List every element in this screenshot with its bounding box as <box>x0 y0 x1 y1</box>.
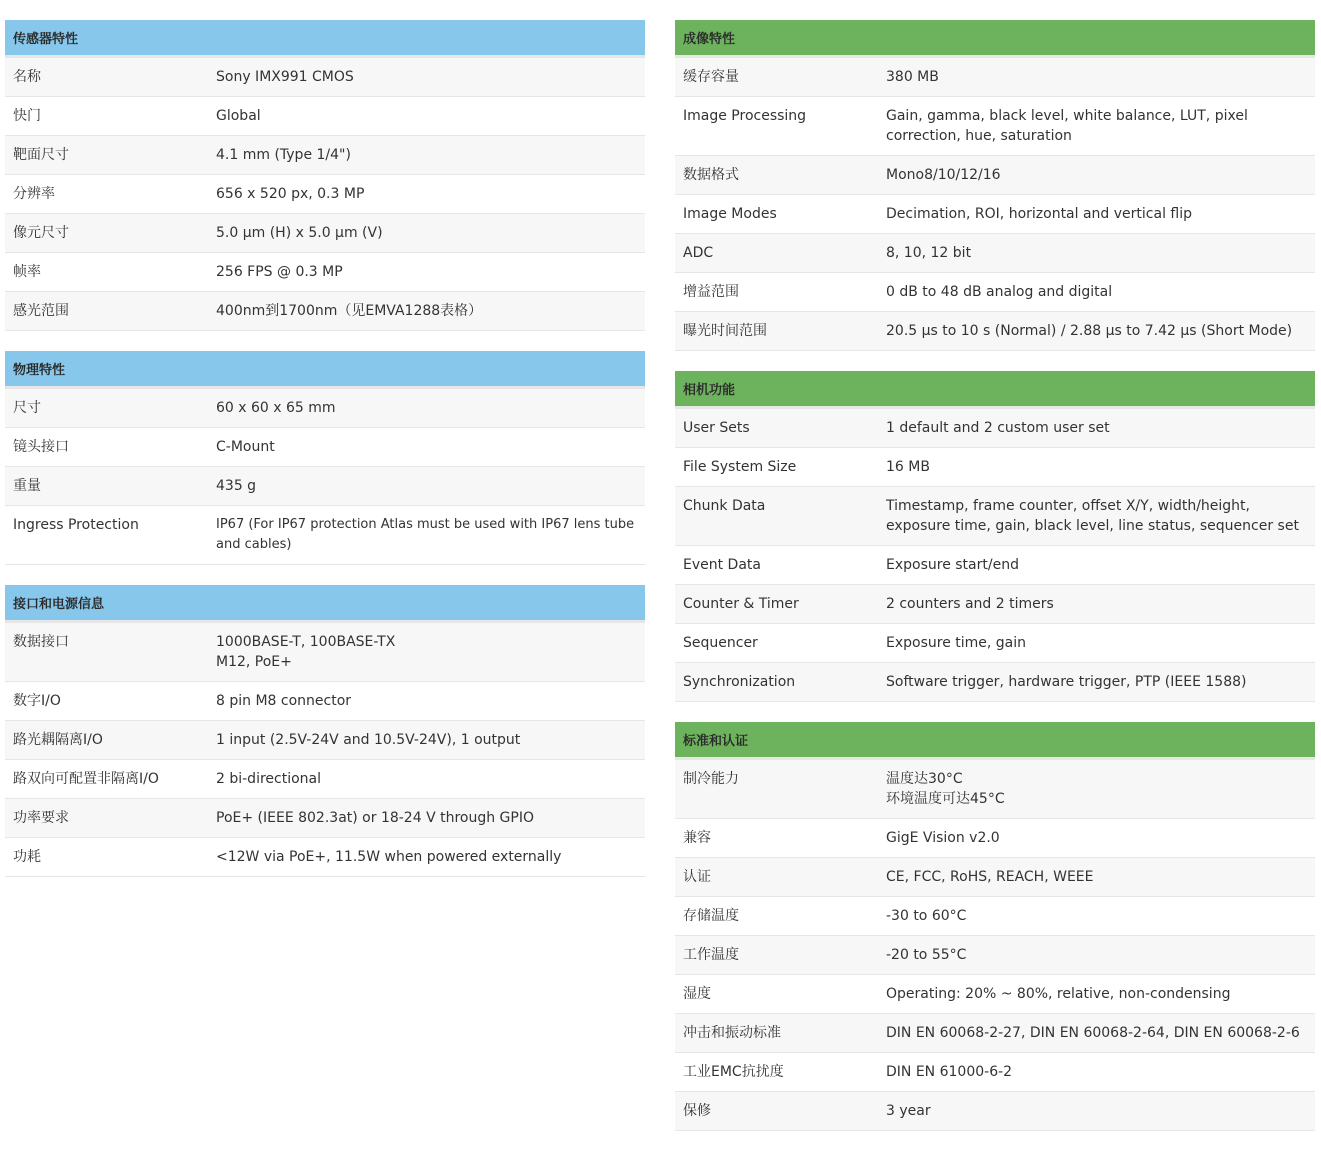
spec-value: GigE Vision v2.0 <box>886 830 1000 846</box>
spec-label: 名称 <box>13 69 41 85</box>
spec-label: Counter & Timer <box>683 596 799 612</box>
spec-row <box>675 1053 1315 1092</box>
spec-row <box>5 214 645 253</box>
spec-value: 2 bi-directional <box>216 771 322 787</box>
section-title: 标准和认证 <box>675 722 1315 760</box>
spec-row <box>675 234 1315 273</box>
spec-label: 缓存容量 <box>683 69 739 85</box>
spec-row <box>675 273 1315 312</box>
spec-value: Timestamp, frame counter, offset X/Y, width/height, exposure time, gain, black level, line status, sequencer set <box>886 498 1299 534</box>
spec-value: 1 input (2.5V-24V and 10.5V-24V), 1 output <box>216 732 521 748</box>
spec-label: 工业EMC抗扰度 <box>683 1064 784 1080</box>
right-column <box>675 20 1315 1151</box>
spec-row <box>675 819 1315 858</box>
spec-row <box>5 838 645 877</box>
spec-label: 制冷能力 <box>683 771 739 787</box>
spec-row <box>675 1092 1315 1131</box>
spec-label: User Sets <box>683 420 750 436</box>
spec-row <box>675 156 1315 195</box>
spec-label: Chunk Data <box>683 498 766 514</box>
spec-value: 8 pin M8 connector <box>216 693 352 709</box>
spec-row <box>675 448 1315 487</box>
spec-label: 像元尺寸 <box>13 225 69 241</box>
spec-value: 380 MB <box>886 69 939 85</box>
spec-label: Event Data <box>683 557 761 573</box>
spec-row <box>5 97 645 136</box>
spec-row <box>675 546 1315 585</box>
spec-value: IP67 (For IP67 protection Atlas must be used with IP67 lens tube and cables) <box>216 517 635 552</box>
spec-value: PoE+ (IEEE 802.3at) or 18-24 V through GPIO <box>216 810 535 826</box>
spec-label: 曝光时间范围 <box>683 323 767 339</box>
spec-value: Mono8/10/12/16 <box>886 167 1001 183</box>
spec-row <box>5 389 645 428</box>
spec-row <box>675 195 1315 234</box>
spec-row <box>5 253 645 292</box>
spec-label: 兼容 <box>683 830 711 846</box>
spec-row <box>675 760 1315 819</box>
spec-row <box>675 585 1315 624</box>
spec-label: 工作温度 <box>683 947 739 963</box>
spec-row <box>5 292 645 331</box>
spec-label: 分辨率 <box>13 186 55 202</box>
spec-label: 增益范围 <box>683 284 739 300</box>
spec-label: 功耗 <box>13 849 41 865</box>
spec-label: 路光耦隔离I/O <box>13 732 103 748</box>
spec-label: ADC <box>683 245 714 261</box>
spec-row <box>5 721 645 760</box>
spec-row <box>675 487 1315 546</box>
spec-row <box>675 858 1315 897</box>
section-title: 传感器特性 <box>5 20 645 58</box>
spec-value: <12W via PoE+, 11.5W when powered externally <box>216 849 562 865</box>
spec-label: 数据格式 <box>683 167 739 183</box>
spec-row <box>675 312 1315 351</box>
spec-value: 60 x 60 x 65 mm <box>216 400 336 416</box>
spec-value: 1 default and 2 custom user set <box>886 420 1110 436</box>
spec-value: 400nm到1700nm（见EMVA1288表格） <box>216 303 483 319</box>
spec-row <box>5 799 645 838</box>
spec-value: 20.5 μs to 10 s (Normal) / 2.88 μs to 7.42 μs (Short Mode) <box>886 323 1293 339</box>
spec-row <box>675 624 1315 663</box>
spec-value: 8, 10, 12 bit <box>886 245 972 261</box>
spec-value: 0 dB to 48 dB analog and digital <box>886 284 1113 300</box>
spec-label: 尺寸 <box>13 400 41 416</box>
spec-value: CE, FCC, RoHS, REACH, WEEE <box>886 869 1094 885</box>
spec-label: 保修 <box>683 1103 711 1119</box>
spec-label: 冲击和振动标准 <box>683 1025 781 1041</box>
spec-label: Sequencer <box>683 635 758 651</box>
spec-value: 256 FPS @ 0.3 MP <box>216 264 343 280</box>
spec-row <box>5 467 645 506</box>
spec-value: 1000BASE-T, 100BASE-TX M12, PoE+ <box>216 634 396 670</box>
spec-label: 功率要求 <box>13 810 69 826</box>
spec-row <box>675 1014 1315 1053</box>
spec-row <box>5 175 645 214</box>
spec-value: Gain, gamma, black level, white balance, LUT, pixel correction, hue, saturation <box>886 108 1248 144</box>
spec-label: 靶面尺寸 <box>13 147 69 163</box>
spec-row <box>675 936 1315 975</box>
section-title: 相机功能 <box>675 371 1315 409</box>
left-spec-section-2 <box>5 585 645 877</box>
spec-value: Software trigger, hardware trigger, PTP (IEEE 1588) <box>886 674 1247 690</box>
spec-value: 2 counters and 2 timers <box>886 596 1054 612</box>
left-column <box>5 20 645 897</box>
spec-value: 3 year <box>886 1103 931 1119</box>
spec-value: 5.0 μm (H) x 5.0 μm (V) <box>216 225 383 241</box>
spec-row <box>5 136 645 175</box>
right-spec-section-0 <box>675 20 1315 351</box>
spec-label: File System Size <box>683 459 797 475</box>
section-title: 接口和电源信息 <box>5 585 645 623</box>
spec-value: C-Mount <box>216 439 275 455</box>
spec-value: -30 to 60°C <box>886 908 967 924</box>
spec-row <box>675 663 1315 702</box>
spec-value: Exposure time, gain <box>886 635 1027 651</box>
spec-label: Image Modes <box>683 206 777 222</box>
section-title: 成像特性 <box>675 20 1315 58</box>
spec-row <box>5 506 645 565</box>
spec-label: Image Processing <box>683 108 807 124</box>
spec-label: 湿度 <box>683 986 711 1002</box>
spec-label: 快门 <box>13 108 41 124</box>
spec-label: 感光范围 <box>13 303 69 319</box>
spec-value: DIN EN 60068-2-27, DIN EN 60068-2-64, DIN EN 60068-2-6 <box>886 1025 1300 1041</box>
left-spec-section-0 <box>5 20 645 331</box>
spec-value: Global <box>216 108 261 124</box>
spec-row <box>675 975 1315 1014</box>
spec-row <box>5 58 645 97</box>
spec-label: 重量 <box>13 478 41 494</box>
spec-value: 656 x 520 px, 0.3 MP <box>216 186 365 202</box>
spec-row <box>5 682 645 721</box>
spec-value: -20 to 55°C <box>886 947 967 963</box>
spec-label: 存储温度 <box>683 908 739 924</box>
spec-row <box>5 760 645 799</box>
spec-label: 数据接口 <box>13 634 69 650</box>
section-title: 物理特性 <box>5 351 645 389</box>
spec-value: Exposure start/end <box>886 557 1019 573</box>
spec-value: Decimation, ROI, horizontal and vertical flip <box>886 206 1193 222</box>
spec-row <box>5 428 645 467</box>
spec-row <box>675 409 1315 448</box>
spec-value: Operating: 20% ~ 80%, relative, non-condensing <box>886 986 1231 1002</box>
right-spec-section-2 <box>675 722 1315 1131</box>
spec-row <box>675 897 1315 936</box>
spec-value: DIN EN 61000-6-2 <box>886 1064 1013 1080</box>
spec-value: 435 g <box>216 478 257 494</box>
spec-row <box>675 97 1315 156</box>
spec-row <box>5 623 645 682</box>
spec-label: 数字I/O <box>13 693 61 709</box>
spec-label: 帧率 <box>13 264 41 280</box>
spec-label: Synchronization <box>683 674 796 690</box>
spec-value: Sony IMX991 CMOS <box>216 69 354 85</box>
spec-label: 认证 <box>683 869 711 885</box>
spec-row <box>675 58 1315 97</box>
spec-value: 4.1 mm (Type 1/4") <box>216 147 351 163</box>
spec-label: Ingress Protection <box>13 517 139 533</box>
spec-value: 温度达30°C 环境温度可达45°C <box>886 771 1005 807</box>
left-spec-section-1 <box>5 351 645 565</box>
spec-value: 16 MB <box>886 459 930 475</box>
spec-label: 路双向可配置非隔离I/O <box>13 771 159 787</box>
spec-label: 镜头接口 <box>13 439 69 455</box>
right-spec-section-1 <box>675 371 1315 702</box>
